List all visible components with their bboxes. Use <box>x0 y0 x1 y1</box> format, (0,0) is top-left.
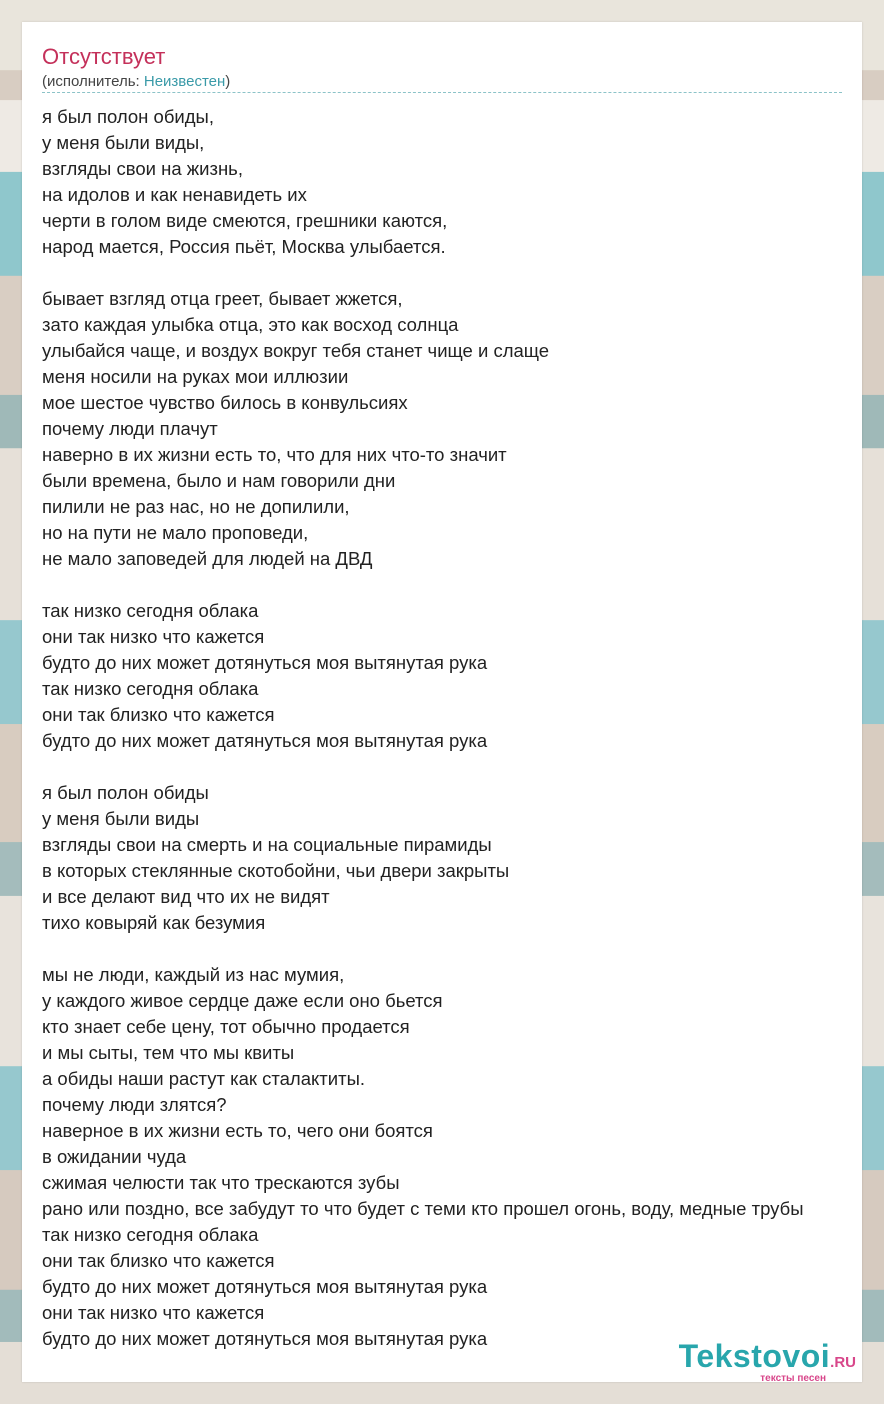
lyric-blank-line <box>42 936 884 962</box>
lyric-line: я был полон обиды <box>42 782 209 803</box>
lyric-line: но на пути не мало проповеди, <box>42 522 309 543</box>
lyric-line: я был полон обиды, <box>42 106 214 127</box>
lyric-line: кто знает себе цену, тот обычно продается <box>42 1016 410 1037</box>
lyric-line: они так низко что кажется <box>42 626 265 647</box>
lyric-line: улыбайся чаще, и воздух вокруг тебя станет чище и слаще <box>42 340 550 361</box>
lyric-line: зато каждая улыбка отца, это как восход солнца <box>42 314 459 335</box>
lyric-line: будто до них может датянуться моя вытянутая рука <box>42 730 488 751</box>
lyric-line: так низко сегодня облака <box>42 1224 259 1245</box>
artist-prefix: (исполнитель: <box>42 73 144 90</box>
lyric-line: бывает взгляд отца греет, бывает жжется, <box>42 288 403 309</box>
lyric-blank-line <box>42 754 884 780</box>
lyric-line: на идолов и как ненавидеть их <box>42 184 307 205</box>
lyric-line: так низко сегодня облака <box>42 678 259 699</box>
lyric-line: и мы сыты, тем что мы квиты <box>42 1042 295 1063</box>
lyric-line: сжимая челюсти так что трескаются зубы <box>42 1172 400 1193</box>
lyric-blank-line <box>42 572 884 598</box>
lyric-line: не мало заповедей для людей на ДВД <box>42 548 373 569</box>
lyric-line: почему люди плачут <box>42 418 218 439</box>
lyric-line: народ мается, Россия пьёт, Москва улыбается. <box>42 236 446 257</box>
lyrics-card <box>22 22 862 1382</box>
lyric-line: так низко сегодня облака <box>42 600 259 621</box>
lyric-line: а обиды наши растут как сталактиты. <box>42 1068 366 1089</box>
logo-subtitle: тексты песен <box>760 1373 826 1384</box>
site-logo[interactable] <box>678 1338 856 1384</box>
artist-line <box>42 73 230 90</box>
lyric-line: будто до них может дотянуться моя вытянутая рука <box>42 1276 488 1297</box>
lyric-line: были времена, было и нам говорили дни <box>42 470 396 491</box>
lyric-line: наверно в их жизни есть то, что для них что-то значит <box>42 444 507 465</box>
lyric-line: будто до них может дотянуться моя вытянутая рука <box>42 652 488 673</box>
lyric-line: тихо ковыряй как безумия <box>42 912 266 933</box>
lyric-line: у меня были виды <box>42 808 200 829</box>
lyric-line: они так близко что кажется <box>42 1250 275 1271</box>
lyric-line: в которых стеклянные скотобойни, чьи двери закрыты <box>42 860 510 881</box>
lyric-line: почему люди злятся? <box>42 1094 227 1115</box>
artist-suffix: ) <box>225 73 231 90</box>
logo-wordmark: Tekstovoi <box>678 1338 831 1374</box>
lyric-line: они так близко что кажется <box>42 704 275 725</box>
song-title: Отсутствует <box>42 44 166 69</box>
lyric-line: в ожидании чуда <box>42 1146 187 1167</box>
logo-tld: .RU <box>830 1354 856 1371</box>
title-divider <box>42 92 842 93</box>
lyric-line: наверное в их жизни есть то, чего они боятся <box>42 1120 433 1141</box>
lyric-line: меня носили на руках мои иллюзии <box>42 366 349 387</box>
lyric-line: мое шестое чувство билось в конвульсиях <box>42 392 408 413</box>
lyric-line: рано или поздно, все забудут то что будет с теми кто прошел огонь, воду, медные трубы <box>42 1198 804 1219</box>
lyric-line: мы не люди, каждый из нас мумия, <box>42 964 345 985</box>
artist-link[interactable]: Неизвестен <box>143 73 226 90</box>
lyric-line: у каждого живое сердце даже если оно бьется <box>42 990 443 1011</box>
lyric-line: черти в голом виде смеются, грешники каются, <box>42 210 448 231</box>
lyric-line: взгляды свои на жизнь, <box>42 158 243 179</box>
lyric-line: они так низко что кажется <box>42 1302 265 1323</box>
lyric-line: и все делают вид что их не видят <box>42 886 330 907</box>
lyric-blank-line <box>42 260 884 286</box>
lyric-line: взгляды свои на смерть и на социальные пирамиды <box>42 834 492 855</box>
lyrics-text <box>42 104 884 1352</box>
lyric-line: у меня были виды, <box>42 132 205 153</box>
lyric-line: пилили не раз нас, но не допилили, <box>42 496 350 517</box>
lyric-line: будто до них может дотянуться моя вытянутая рука <box>42 1328 488 1349</box>
